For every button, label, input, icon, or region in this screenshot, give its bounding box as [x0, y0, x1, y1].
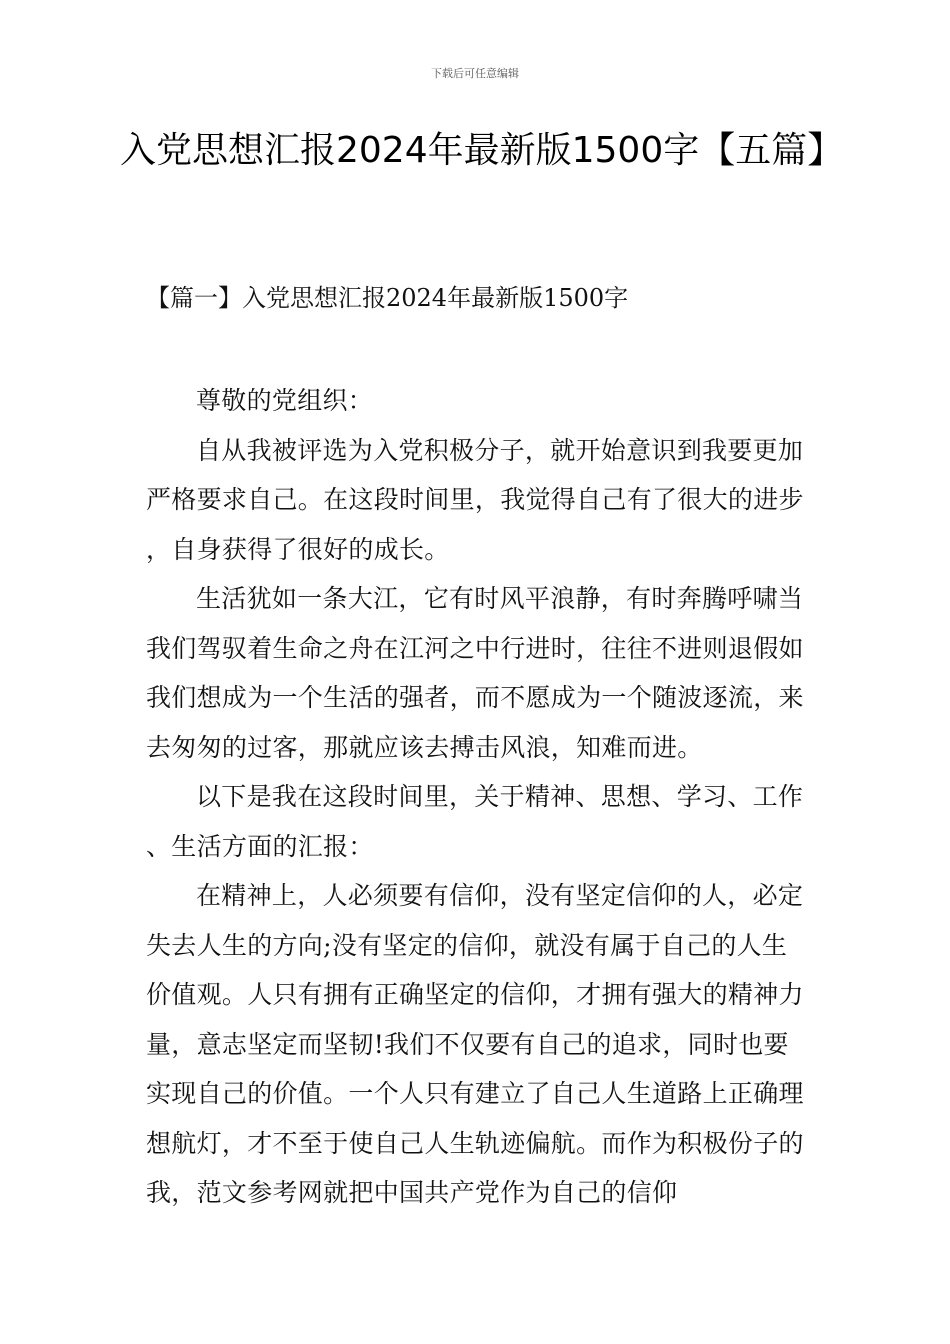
- body-paragraph: 生活犹如一条大江，它有时风平浪静，有时奔腾呼啸当我们驾驭着生命之舟在江河之中行进时，往往不进则退假如我们想成为一个生活的强者，而不愿成为一个随波逐流，来去匆匆的过客，那就应该去搏击风浪，知难而进。: [146, 584, 804, 762]
- header-note: 下载后可任意编辑: [431, 67, 519, 80]
- section-heading: 【篇一】入党思想汇报2024年最新版1500字: [146, 284, 629, 312]
- body-paragraph: 以下是我在这段时间里，关于精神、思想、学习、工作、生活方面的汇报：: [146, 782, 804, 861]
- body-paragraph: 在精神上，人必须要有信仰，没有坚定信仰的人，必定失去人生的方向;没有坚定的信仰，就没有属于自己的人生价值观。人只有拥有正确坚定的信仰，才拥有强大的精神力量，意志坚定而坚韧!我们不仅要有自己的追求，同时也要实现自己的价值。一个人只有建立了自己人生道路上正确理想航灯，才不至于使自己人生轨迹偏航。而作为积极份子的我，范文参考网就把中国共产党作为自己的信仰: [146, 881, 804, 1207]
- document-body: [146, 376, 806, 1218]
- document-title: 入党思想汇报2024年最新版1500字【五篇】: [120, 130, 844, 171]
- salutation-paragraph: 尊敬的党组织：: [196, 386, 374, 415]
- body-paragraph: 自从我被评选为入党积极分子，就开始意识到我要更加严格要求自己。在这段时间里，我觉得自己有了很大的进步，自身获得了很好的成长。: [146, 435, 804, 564]
